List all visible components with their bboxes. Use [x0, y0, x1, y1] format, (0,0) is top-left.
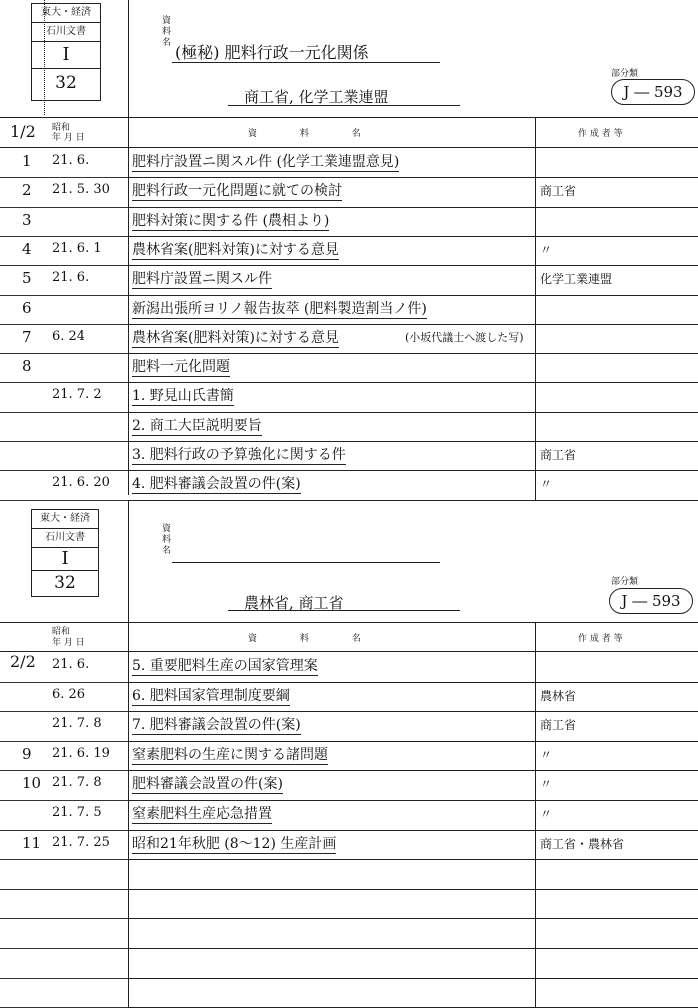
row-author: 商工省 — [540, 448, 577, 462]
stamp-collection: 石川文書 — [32, 23, 100, 42]
header-date: 年 月 日 — [52, 133, 85, 143]
stamp-institution: 東大・経済 — [32, 4, 100, 23]
table-row — [0, 236, 698, 265]
row-number: 9 — [22, 744, 32, 763]
row-author: 〃 — [540, 777, 553, 792]
row-number: 4 — [22, 239, 32, 258]
row-date: 21. 5. 30 — [52, 182, 110, 198]
row-title: 新潟出張所ヨリノ報告抜萃 (肥料製造割当ノ件) — [132, 298, 427, 319]
row-title: 肥料一元化問題 — [132, 356, 230, 377]
row-date: 21. 6. — [52, 270, 90, 286]
row-author: 〃 — [540, 477, 553, 492]
row-title: 窒素肥料生産応急措置 — [132, 803, 272, 824]
title-label: 資 料 名 — [162, 524, 172, 556]
title-label: 資 料 名 — [162, 16, 172, 48]
table-row — [0, 177, 698, 206]
table-row — [0, 324, 698, 353]
table-row — [0, 148, 698, 177]
stamp-collection: 石川文書 — [32, 529, 98, 548]
document-title: (極秘) 肥料行政一元化関係 — [175, 43, 369, 62]
row-date: 21. 7. 8 — [52, 775, 102, 791]
document-creator: 農林省, 商工省 — [244, 594, 344, 612]
row-number: 10 — [22, 774, 42, 793]
code-label: 部分類 — [611, 577, 639, 587]
header-date: 年 月 日 — [52, 638, 85, 648]
table-row — [0, 711, 698, 741]
row-number: 6 — [22, 298, 32, 317]
row-date: 21. 7. 8 — [52, 716, 102, 732]
row-title: 農林省案(肥料対策)に対する意見 — [132, 327, 339, 348]
row-title: 6. 肥料国家管理制度要綱 — [132, 685, 290, 706]
stamp-volume: I — [32, 42, 100, 69]
header-author: 作 成 者 等 — [578, 634, 623, 644]
row-author: 商工省・農林省 — [540, 836, 625, 851]
row-title: 5. 重要肥料生産の国家管理案 — [132, 655, 318, 676]
row-date: 21. 6. — [52, 153, 90, 168]
table-row — [0, 682, 698, 712]
table-row — [0, 265, 698, 294]
table-row — [0, 470, 698, 499]
row-author: 商工省 — [540, 718, 577, 733]
row-title: 7. 肥料審議会設置の件(案) — [132, 714, 301, 735]
row-number: 7 — [22, 327, 32, 346]
table-row — [0, 207, 698, 236]
row-author: 〃 — [540, 747, 553, 762]
table-row — [0, 295, 698, 324]
row-author: 化学工業連盟 — [540, 272, 613, 287]
row-title: 1. 野見山氏書簡 — [132, 385, 234, 406]
row-title: 3. 肥料行政の予算強化に関する件 — [132, 444, 346, 465]
row-title: 肥料審議会設置の件(案) — [132, 773, 283, 794]
row-author: 〃 — [540, 807, 553, 821]
row-author: 〃 — [540, 242, 553, 257]
row-note: (小坂代議士へ渡した写) — [405, 330, 524, 344]
row-title: 昭和21年秋肥 (8〜12) 生産計画 — [132, 833, 336, 854]
row-date: 21. 7. 2 — [52, 387, 102, 403]
row-number: 11 — [22, 833, 42, 852]
code-label: 部分類 — [611, 69, 639, 79]
row-title: 肥料庁設置ニ関スル件 (化学工業連盟意見) — [132, 151, 399, 172]
stamp-number: 32 — [54, 573, 76, 593]
row-title: 肥料対策に関する件 (農相より) — [132, 210, 329, 231]
table-row — [0, 830, 698, 860]
row-title: 農林省案(肥料対策)に対する意見 — [132, 239, 339, 260]
table-row — [0, 382, 698, 411]
header-era: 昭和 — [52, 627, 71, 637]
row-author: 農林省 — [540, 688, 577, 703]
page-indicator: 2/2 — [10, 652, 36, 671]
table-row — [0, 441, 698, 470]
row-date: 21. 6. 20 — [52, 475, 110, 491]
classification-code: J ― 593 — [609, 588, 693, 614]
row-title: 2. 商工大臣説明要旨 — [132, 415, 262, 436]
row-number: 1 — [22, 152, 32, 170]
row-date: 6. 26 — [52, 686, 86, 702]
row-date: 6. 24 — [52, 328, 86, 344]
classification-code: J ― 593 — [611, 79, 695, 105]
row-date: 21. 6. 1 — [52, 240, 102, 256]
table-row — [0, 353, 698, 382]
table-row — [0, 770, 698, 800]
table-row — [0, 652, 698, 682]
row-title: 肥料行政一元化問題に就ての検討 — [132, 180, 342, 201]
header-era: 昭和 — [52, 123, 71, 133]
row-number: 3 — [22, 210, 32, 229]
row-author: 商工省 — [540, 184, 577, 199]
header-author: 作 成 者 等 — [578, 129, 623, 139]
row-title: 窒素肥料の生産に関する諸問題 — [132, 744, 328, 765]
table-row — [0, 412, 698, 441]
page-indicator: 1/2 — [10, 122, 36, 141]
row-number: 2 — [22, 181, 32, 200]
stamp-institution: 東大・経済 — [32, 510, 98, 529]
archive-stamp — [31, 509, 99, 597]
archive-stamp — [31, 3, 101, 101]
document-creator: 商工省, 化学工業連盟 — [244, 88, 389, 106]
table-row — [0, 800, 698, 830]
header-name: 資 料 名 — [248, 634, 361, 644]
row-number: 5 — [22, 269, 32, 288]
header-name: 資 料 名 — [248, 129, 361, 139]
row-date: 21. 6. 19 — [52, 745, 110, 761]
stamp-volume: I — [32, 548, 98, 571]
row-date: 21. 7. 25 — [52, 834, 110, 850]
stamp-number: 32 — [55, 73, 77, 93]
row-title: 肥料庁設置ニ関スル件 — [132, 268, 272, 289]
row-date: 21. 7. 5 — [52, 805, 102, 820]
row-title: 4. 肥料審議会設置の件(案) — [132, 473, 301, 494]
row-number: 8 — [22, 357, 32, 376]
table-row — [0, 741, 698, 771]
row-date: 21. 6. — [52, 657, 90, 672]
